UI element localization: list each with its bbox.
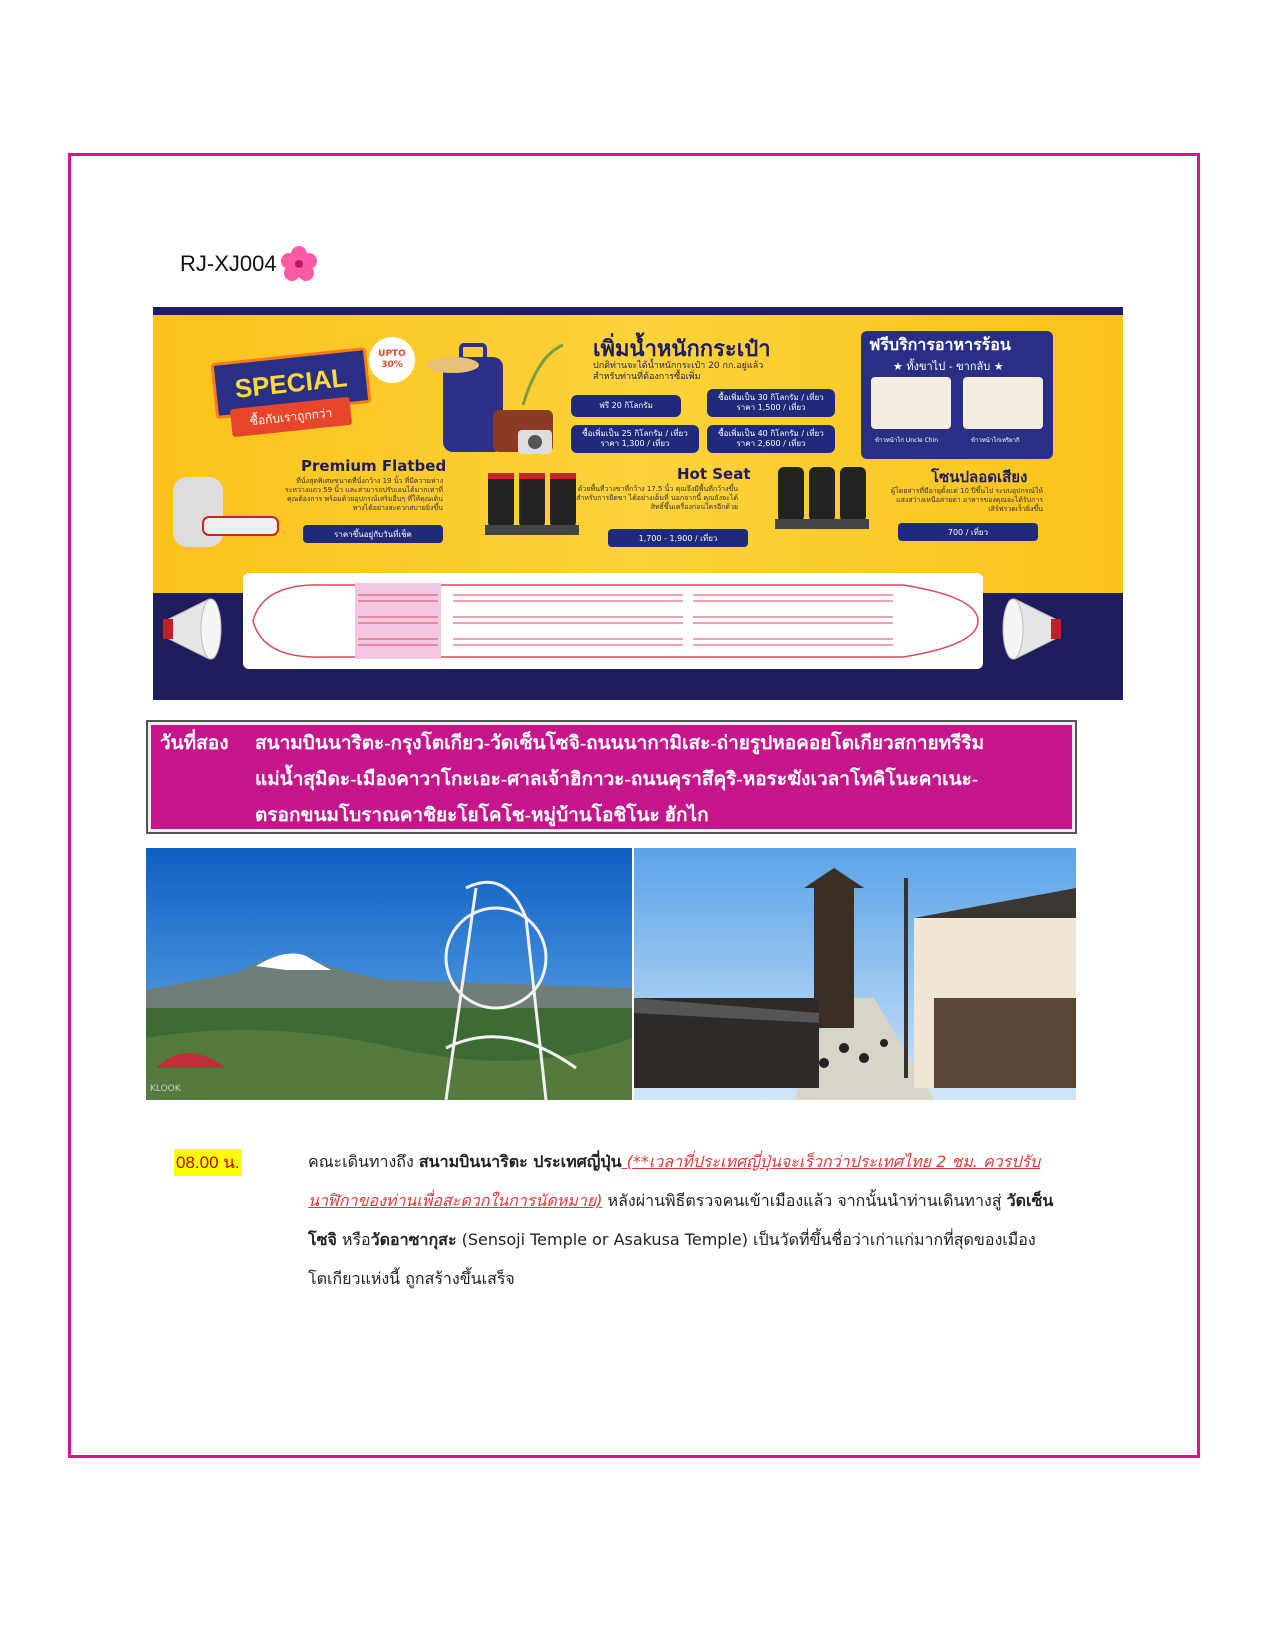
baggage-option-4: ซื้อเพิ่มเป็น 40 กิโลกรัม / เที่ยว ราคา 2,600 / เที่ยว: [707, 425, 835, 453]
special-label: SPECIAL: [211, 347, 372, 419]
schedule-text-3: หรือ: [336, 1230, 371, 1249]
baggage-option-3: ซื้อเพิ่มเป็น 25 กิโลกรัม / เที่ยว ราคา 1,300 / เที่ยว: [571, 425, 699, 453]
food-title: ฟรีบริการอาหารร้อน: [869, 335, 1011, 354]
food-subtitle: ★ ทั้งขาไป - ขากลับ ★: [893, 360, 1004, 373]
day-line-2: แม่น้ำสุมิดะ-เมืองคาวาโกะเอะ-ศาลเจ้าฮิกาวะ-ถนนคุราสึคุริ-หอระฆังเวลาโทคิโนะคาเนะ-: [255, 769, 979, 790]
flower-icon: [279, 244, 319, 284]
schedule-paragraph: [308, 1142, 1068, 1298]
flatbed-desc: ที่นั่งสุดพิเศษขนาดที่นั่งกว้าง 19 นิ้ว ที่มีความห่างระหว่างแถว 59 นิ้ว และสามารถปรับเอนได้มากเท่าที่คุณต้องการ พร้อมด้วยอุปกรณ์เสริมอื่นๆ ที่ให้คุณเดินทางได้อย่างสะดวกสบายยิ่งขึ้น: [284, 477, 443, 512]
schedule-bold-asakusa: วัดอาซากุสะ: [370, 1230, 457, 1249]
quiet-zone-title: โซนปลอดเสียง: [931, 468, 1028, 486]
hotseat-title: Hot Seat: [677, 465, 751, 483]
megaphone-right-icon: [985, 589, 1065, 669]
tour-code: [180, 244, 319, 284]
hotseat-image: [483, 465, 583, 555]
baggage-title: เพิ่มน้ำหนักกระเป๋า: [593, 337, 771, 362]
flatbed-price: ราคาขึ้นอยู่กับวันที่เช็ค: [303, 525, 443, 543]
schedule-time: 08.00 น.: [174, 1149, 242, 1176]
food-image-2: [963, 377, 1043, 429]
upto-badge: UPTO 30%: [369, 337, 415, 383]
food-caption-1: ข้าวหน้าไก่ Uncle Chin: [875, 437, 939, 444]
schedule-text-4: (Sensoji Temple or Asakusa Temple) เป็นวัดที่ขึ้นชื่อว่าเก่าแก่มากที่สุดของเมืองโตเกียวแห่งนี้ ถูกสร้างขึ้นเสร็จ: [308, 1230, 1036, 1288]
schedule-time-note: (**เวลาที่ประเทศญี่ปุ่นจะเร็วกว่าประเทศไทย 2 ชม. ควรปรับนาฬิกาของท่านเพื่อสะดวกในการนัดหมาย): [308, 1152, 1041, 1210]
flatbed-seat-image: [163, 467, 283, 557]
schedule-text-1: คณะเดินทางถึง: [308, 1152, 419, 1171]
day-line-1: สนามบินนาริตะ-กรุงโตเกียว-วัดเซ็นโซจิ-ถนนนากามิเสะ-ถ่ายรูปหอคอยโตเกียวสกายทรีริม: [255, 733, 985, 754]
flatbed-title: Premium Flatbed: [301, 457, 447, 475]
baggage-subtitle: ปกติท่านจะได้น้ำหนักกระเป๋า 20 กก.อยู่แล้ว สำหรับท่านที่ต้องการซื้อเพิ่ม: [593, 361, 764, 382]
baggage-option-2: ซื้อเพิ่มเป็น 30 กิโลกรัม / เที่ยว ราคา 1,500 / เที่ยว: [707, 389, 835, 417]
photo-kawagoe: [634, 848, 1076, 1100]
day-heading: [146, 720, 1077, 834]
food-image-1: [871, 377, 951, 429]
hotseat-price: 1,700 - 1,900 / เที่ยว: [608, 529, 748, 547]
tour-code-text: RJ-XJ004: [180, 251, 277, 276]
special-sub-label: ซื้อกับเราถูกกว่า: [230, 397, 352, 437]
food-caption-2: ข้าวหน้าไก่เทริยากิ: [971, 437, 1020, 444]
photo-fujiq: [146, 848, 632, 1100]
seat-map: [243, 573, 983, 669]
quiet-seat-image: [773, 459, 873, 549]
luggage-illustration: [423, 335, 573, 465]
day-line-3: ตรอกขนมโบราณคาชิยะโยโคโช-หมู่บ้านโอชิโนะ ฮักไก: [255, 805, 709, 826]
hotseat-desc: ด้วยพื้นที่วางขาที่กว้าง 17.5 นิ้ว คุณจึงมีพื้นที่กว้างขึ้นสำหรับการยืดขา ได้อย่างเต็มที่ นอกจากนี้ คุณยังจะได้สิทธิ์ขึ้นเครื่องก่อนใครอีกด้วย: [576, 485, 738, 511]
photo-watermark: KLOOK: [150, 1084, 181, 1094]
megaphone-left-icon: [159, 589, 239, 669]
seat-map-diagram: [243, 573, 983, 669]
schedule-bold-sensoji: วัดเซ็นโซจิ: [308, 1191, 1054, 1249]
schedule-text-2: หลังผ่านพิธีตรวจคนเข้าเมืองแล้ว จากนั้นนำท่านเดินทางสู่: [602, 1191, 1007, 1210]
day-label: วันที่สอง: [160, 733, 229, 754]
schedule-bold-airport: สนามบินนาริตะ ประเทศญี่ปุ่น: [418, 1152, 622, 1171]
baggage-option-1: ฟรี 20 กิโลกรัม: [571, 395, 681, 417]
quiet-zone-desc: ผู้โดยสารที่มีอายุตั้งแต่ 10 ปีขึ้นไป ระบบอุปกรณ์ให้แสงสว่างเหนือสายตา อาหารของคุณจะได้รับการเสิร์ฟรวดเร็วยิ่งขึ้น: [890, 487, 1043, 513]
quiet-zone-price: 700 / เที่ยว: [898, 523, 1038, 541]
promo-banner: [153, 307, 1123, 700]
